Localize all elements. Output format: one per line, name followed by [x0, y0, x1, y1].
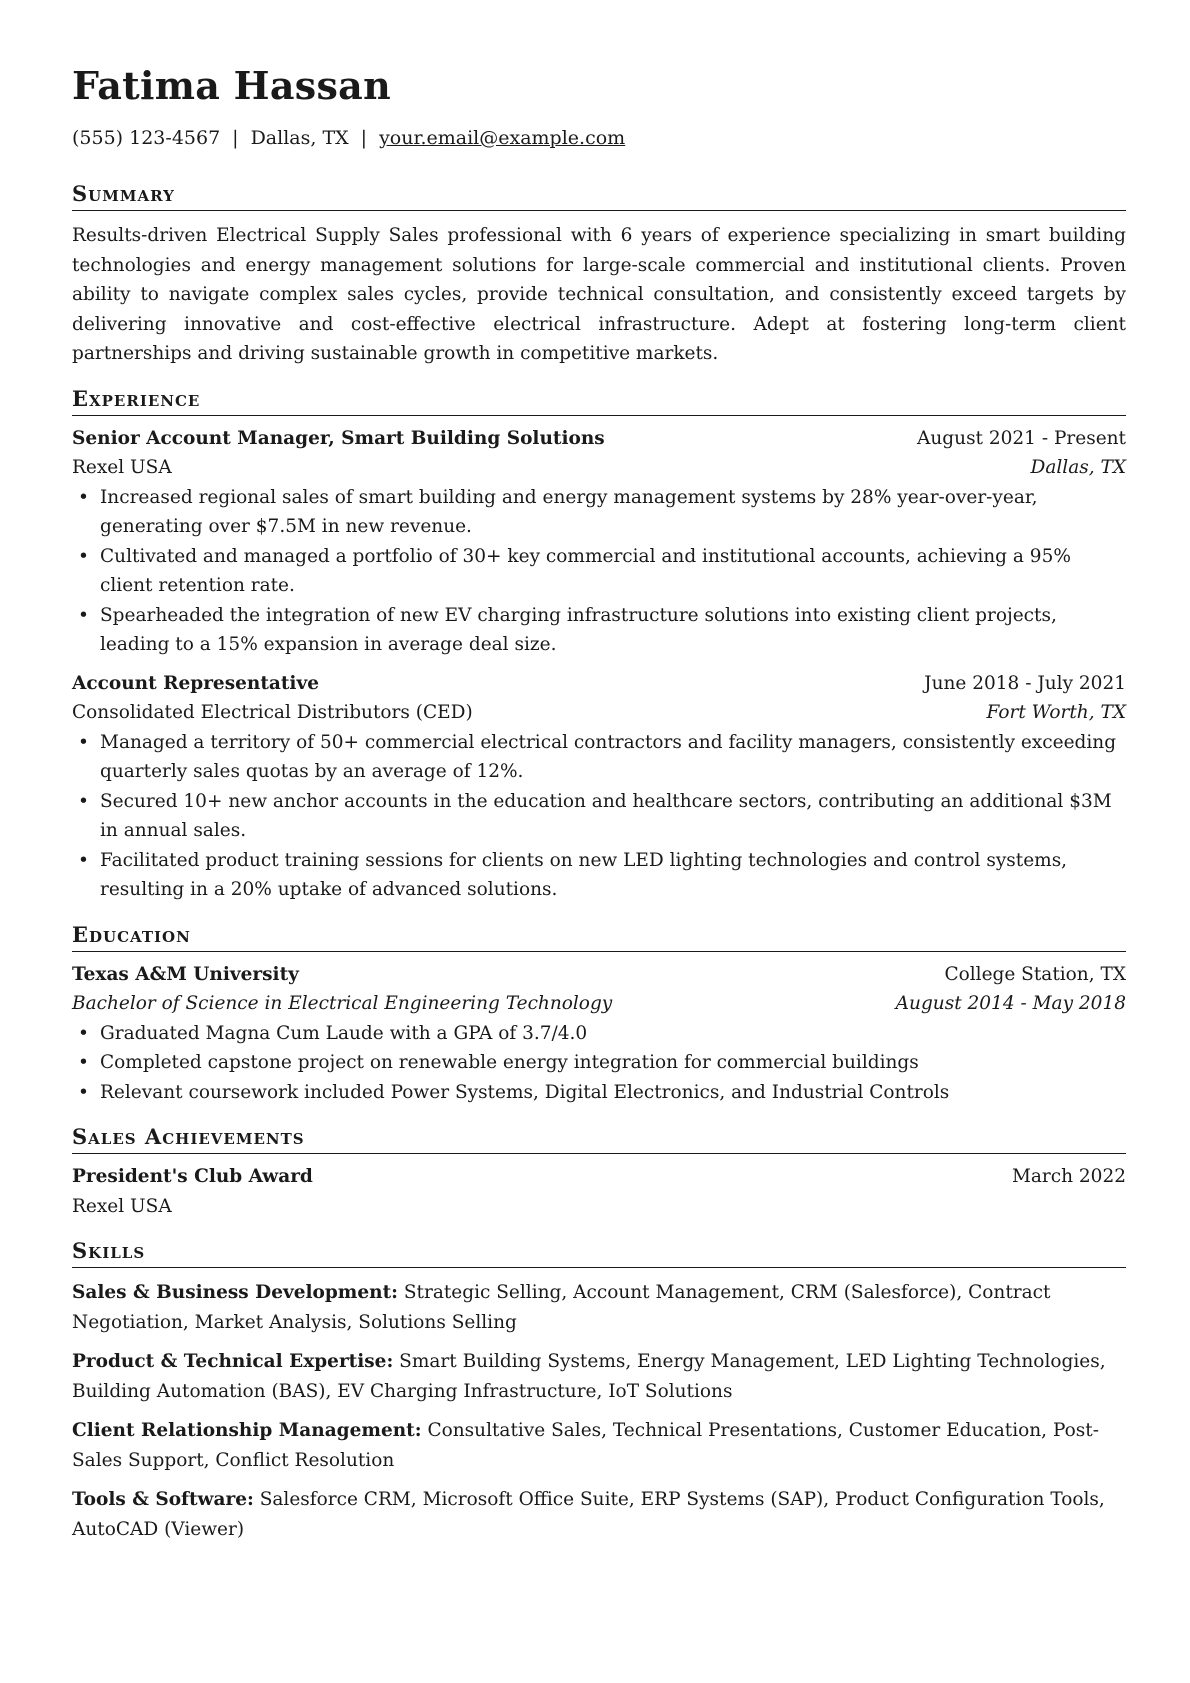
school-location: College Station, TX [944, 963, 1126, 985]
contact-separator: | [232, 127, 239, 149]
list-item: • Completed capstone project on renewable energy integration for commercial buildings [72, 1048, 1126, 1078]
skill-items: Salesforce CRM, Microsoft Office Suite, ERP Systems (SAP), Product Configuration Tools, AutoCAD (Viewer) [72, 1489, 1105, 1540]
school-name: Texas A&M University [72, 963, 299, 985]
job-subheader [72, 453, 1126, 483]
resume-page [72, 60, 1126, 1544]
job-location: Dallas, TX [1030, 457, 1126, 478]
job-subheader [72, 698, 1126, 728]
job-entry [72, 669, 1126, 905]
list-item: • Managed a territory of 50+ commercial electrical contractors and facility managers, consistently exceeding quarterly sales quotas by an average of 12%. [72, 728, 1126, 787]
skill-category: Product & Technical Expertise: [72, 1351, 394, 1372]
summary-section [72, 180, 1126, 369]
skill-group [72, 1485, 1126, 1544]
contact-line [72, 124, 1126, 152]
education-header [72, 960, 1126, 990]
section-title-experience: Experience [72, 385, 1126, 416]
skill-group [72, 1416, 1126, 1475]
section-title-summary: Summary [72, 180, 1126, 211]
skill-category: Sales & Business Development: [72, 1282, 398, 1303]
location: Dallas, TX [250, 127, 349, 149]
list-item: • Facilitated product training sessions for clients on new LED lighting technologies and control systems, resulting in a 20% uptake of advanced solutions. [72, 846, 1126, 905]
skill-category: Tools & Software: [72, 1489, 254, 1510]
list-item: • Spearheaded the integration of new EV charging infrastructure solutions into existing client projects, leading to a 15% expansion in average deal size. [72, 601, 1126, 660]
job-dates: June 2018 - July 2021 [924, 672, 1126, 694]
degree: Bachelor of Science in Electrical Engineering Technology [72, 993, 613, 1014]
list-item: • Secured 10+ new anchor accounts in the education and healthcare sectors, contributing an additional $3M in annual sales. [72, 787, 1126, 846]
phone-number: (555) 123-4567 [72, 127, 221, 149]
candidate-name: Fatima Hassan [72, 63, 392, 108]
list-item: • Relevant coursework included Power Systems, Digital Electronics, and Industrial Controls [72, 1078, 1126, 1108]
list-item: • Increased regional sales of smart building and energy management systems by 28% year-over-year, generating over $7.5M in new revenue. [72, 483, 1126, 542]
job-dates: August 2021 - Present [917, 427, 1126, 449]
skill-group [72, 1278, 1126, 1337]
education-section [72, 921, 1126, 1108]
job-role: Account Representative [72, 672, 319, 694]
education-bullets [72, 1019, 1126, 1108]
job-role: Senior Account Manager, Smart Building Solutions [72, 427, 605, 449]
skills-section [72, 1237, 1126, 1544]
skill-items: Consultative Sales, Technical Presentations, Customer Education, Post-Sales Support, Conflict Resolution [72, 1420, 1099, 1471]
award-org: Rexel USA [72, 1195, 172, 1217]
summary-text: Results-driven Electrical Supply Sales professional with 6 years of experience specializing in smart building technologies and energy management solutions for large-scale commercial and institutional clients. Proven ability to navigate complex sales cycles, provide technical consultation, and consistently exceed targets by delivering innovative and cost-effective electrical infrastructure. Adept at fostering long-term client partnerships and driving sustainable growth in competitive markets. [72, 225, 1126, 364]
education-subheader [72, 989, 1126, 1019]
list-item: • Graduated Magna Cum Laude with a GPA of 3.7/4.0 [72, 1019, 1126, 1049]
job-company: Consolidated Electrical Distributors (CED) [72, 702, 473, 723]
job-header [72, 669, 1126, 699]
achievement-subheader [72, 1192, 1126, 1222]
job-header [72, 424, 1126, 454]
section-title-skills: Skills [72, 1237, 1126, 1268]
contact-separator: | [360, 127, 368, 149]
skill-category: Client Relationship Management: [72, 1420, 422, 1441]
skill-items: Strategic Selling, Account Management, CRM (Salesforce), Contract Negotiation, Market Analysis, Solutions Selling [72, 1282, 1051, 1333]
job-company: Rexel USA [72, 457, 172, 478]
skill-items: Smart Building Systems, Energy Management, LED Lighting Technologies, Building Automation (BAS), EV Charging Infrastructure, IoT Solutions [72, 1351, 1106, 1402]
education-dates: August 2014 - May 2018 [895, 993, 1126, 1014]
section-title-achievements: Sales Achievements [72, 1123, 1126, 1154]
email-link[interactable]: your.email@example.com [379, 127, 626, 149]
job-location: Fort Worth, TX [986, 702, 1126, 723]
job-bullets [72, 483, 1126, 660]
achievements-section [72, 1123, 1126, 1221]
section-title-education: Education [72, 921, 1126, 952]
achievement-header [72, 1162, 1126, 1192]
skill-group [72, 1347, 1126, 1406]
award-name: President's Club Award [72, 1166, 313, 1187]
experience-section [72, 385, 1126, 905]
list-item: • Cultivated and managed a portfolio of 30+ key commercial and institutional accounts, achieving a 95% client retention rate. [72, 542, 1126, 601]
job-bullets [72, 728, 1126, 905]
award-date: March 2022 [1011, 1166, 1126, 1187]
job-entry [72, 424, 1126, 660]
